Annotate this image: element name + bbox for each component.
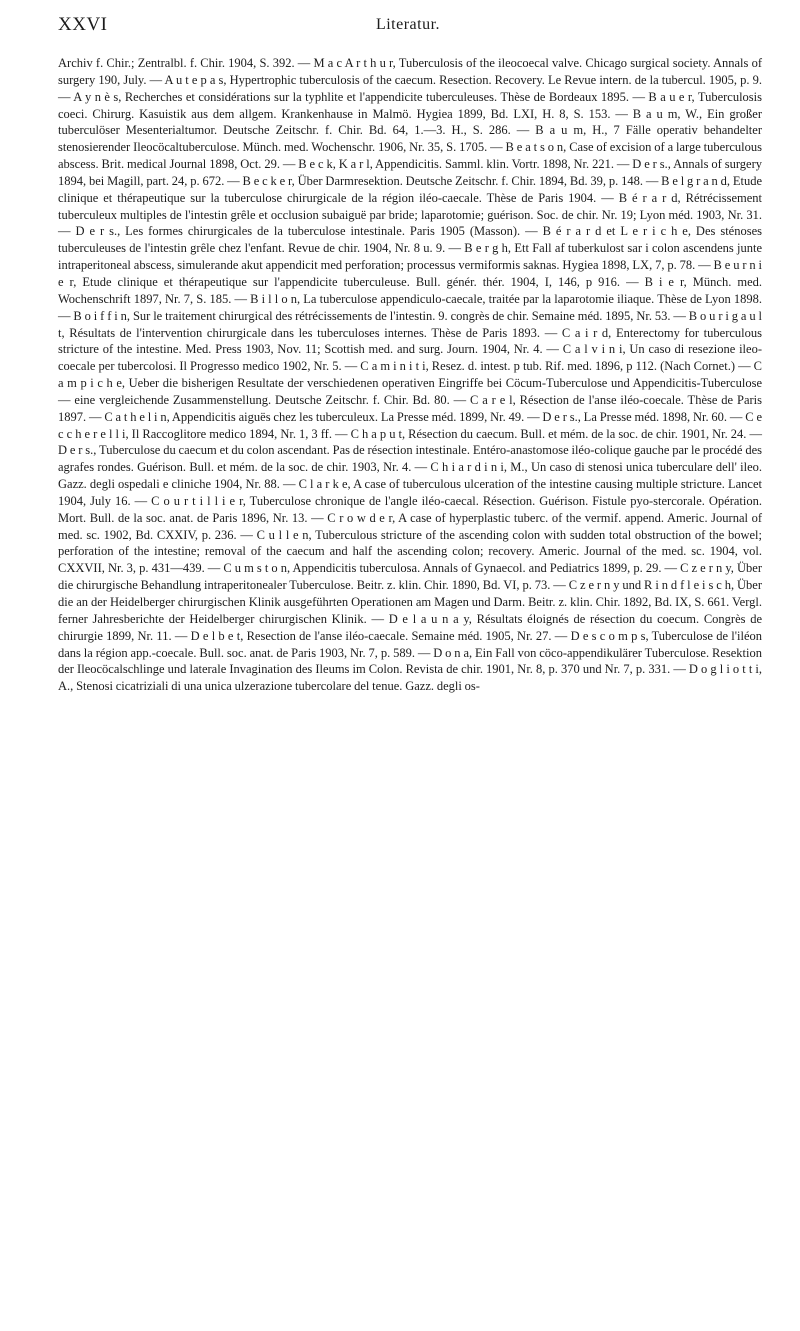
running-title: Literatur. xyxy=(375,16,441,33)
bibliography-paragraph: Archiv f. Chir.; Zentralbl. f. Chir. 1904, S. 392. — M a c A r t h u r, Tuberculosis of the ileocoecal valve. Chicago surgical society. Annals of surgery 190, July. — A u t e p a s, Hypertrophic tuberculosis of the caecum. Resection. Recovery. Le Revue intern. de la tubercul. 1905, p. 9. — A y n è s, Recherches et considérations sur la typhlite et l'appendicite tuberculeuses. Thèse de Bordeaux 1895. — B a u e r, Tuberculosis coeci. Chirurg. Kasuistik aus dem allgem. Krankenhause in Malmö. Hygiea 1899, Bd. LXI, H. 8, S. 153. — B a u m, W., Ein großer tuberculöser Mesenterialtumor. Deutsche Zeitschr. f. Chir. Bd. 64, 1.—3. H., S. 286. — B a u m, H., 7 Fälle operativ behandelter stenosierender Ileocöcaltuberculose. Münch. med. Wochenschr. 1906, Nr. 35, S. 1705. — B e a t s o n, Case of excision of a large tuberculous abscess. Brit. medical Journal 1898, Oct. 29. — B e c k, K a r l, Appendicitis. Samml. klin. Vortr. 1898, Nr. 221. — D e r s., Annals of surgery 1894, bei Magill, part. 24, p. 672. — B e c k e r, Über Darmresektion. Deutsche Zeitschr. f. Chir. 1894, Bd. 39, p. 148. — B e l g r a n d, Etude clinique et thérapeutique sur la tuberculose chirurgicale de la région iléo-caecale. Thèse de Paris 1904. — B é r a r d, Rétrécissement tuberculeux multiples de l'intestin grêle et occlusion subaiguë par bride; laparotomie; guérison. Soc. de chir. Nr. 19; Lyon méd. 1903, Nr. 31. — D e r s., Les formes chirurgicales de la tuberculose intestinale. Paris 1905 (Masson). — B é r a r d et L e r i c h e, Des sténoses tuberculeuses de l'intestin grêle chez l'enfant. Revue de chir. 1904, Nr. 8 u. 9. — B e r g h, Ett Fall af tuberkulost sar i colon ascendens junte intraperitoneal abscess, simulerande akut appendicit med perforation; processus vermiformis saknas. Hygiea 1898, LX, 7, p. 78. — B e u r n i e r, Etude clinique et thérapeutique sur l'appendicite tuberculeuse. Bull. génér. thér. 1904, I, 146, p 916. — B i e r, Münch. med. Wochenschrift 1897, Nr. 7, S. 185. — B i l l o n, La tuberculose appendiculo-caecale, traitée par la laparotomie iliaque. Thèse de Lyon 1898. — B o i f f i n, Sur le traitement chirurgical des rétrécissements de l'intestin. 9. congrès de chir. Semaine méd. 1895, Nr. 53. — B o u r i g a u l t, Résultats de l'intervention chirurgicale dans les tuberculoses internes. Thèse de Paris 1893. — C a i r d, Enterectomy for tuberculous stricture of the intestine. Med. Press 1903, Nov. 11; Scottish med. and surg. Journ. 1904, Nr. 4. — C a l v i n i, Un caso di resezione ileo-coecale per tubercolosi. Il Progresso medico 1902, Nr. 5. — C a m i n i t i, Resez. d. intest. p tub. Rif. med. 1896, p 112. (Nach Cornet.) — C a m p i c h e, Ueber die bisherigen Resultate der verschiedenen operativen Eingriffe bei Cöcum-Tuberculose und Appendicitis-Tuberculose — eine vergleichende Zusammenstellung. Deutsche Zeitschr. f. Chir. Bd. 80. — C a r e l, Résection de l'anse iléo-coecale. Thèse de Paris 1897. — C a t h e l i n, Appendicitis aiguës chez les tuberculeux. La Presse méd. 1899, Nr. 49. — D e r s., La Presse méd. 1898, Nr. 60. — C e c c h e r e l l i, Il Raccoglitore medico 1894, Nr. 1, 3 ff. — C h a p u t, Résection du caecum. Bull. et mém. de la soc. de chir. 1901, Nr. 24. — D e r s., Tuberculose du caecum et du colon ascendant. Pas de résection intestinale. Entéro-anastomose iléo-colique gauche par le procédé des agrafes rondes. Guérison. Bull. et mém. de la soc. de chir. 1903, Nr. 4. — C h i a r d i n i, M., Un caso di stenosi unica tuberculare dell' ileo. Gazz. degli ospedali e cliniche 1904, Nr. 88. — C l a r k e, A case of tuberculous ulceration of the intestine causing multiple stricture. Lancet 1904, July 16. — C o u r t i l l i e r, Tuberculose chronique de l'angle iléo-caecal. Résection. Guérison. Fistule pyo-stercorale. Opération. Mort. Bull. de la soc. anat. de Paris 1896, Nr. 13. — C r o w d e r, A case of hyperplastic tuberc. of the vermif. append. Americ. Journal of med. sc. 1902, Bd. CXXIV, p. 236. — C u l l e n, Tuberculous stricture of the ascending colon with sudden total obstruction of the bowel; perforation of the intestine; removal of the caecum and half the ascending colon; recovery. Americ. Journal of the med. sc. 1904, vol. CXXVII, Nr. 3, p. 431—439. — C u m s t o n, Appendicitis tuberculosa. Annals of Gynaecol. and Pediatrics 1899, p. 29. — C z e r n y, Über die chirurgische Behandlung intraperitonealer Tuberculose. Beitr. z. klin. Chir. 1890, Bd. VI, p. 73. — C z e r n y und R i n d f l e i s c h, Über die an der Heidelberger chirurgischen Klinik ausgeführten Operationen am Magen und Darm. Beitr. z. klin. Chir. 1892, Bd. IX, S. 661. Vergl. ferner Jahresberichte der Heidelberger chirurgischen Klinik. — D e l a u n a y, Résultats éloignés de résection du coecum. Congrès de chirurgie 1899, Nr. 11. — D e l b e t, Resection de l'anse iléo-caecale. Semaine méd. 1905, Nr. 27. — D e s c o m p s, Tuberculose de l'iléon dans la région app.-coecale. Bull. soc. anat. de Paris 1903, Nr. 7, p. 589. — D o n a, Ein Fall von cöco-appendikulärer Tuberculose. Resektion der Ileocöcalschlinge und laterale Invagination des Ileums im Colon. Revista de chir. 1901, Nr. 8, p. 370 und Nr. 7, p. 331. — D o g l i o t t i, A., Stenosi cicatriziali di una unica ulzerazione tubercolare del tenue. Gazz. degli os- xyxy=(58,56,762,694)
bibliography-text-block xyxy=(58,55,762,695)
page-number: XXVI xyxy=(58,14,108,35)
page-header xyxy=(58,14,758,44)
